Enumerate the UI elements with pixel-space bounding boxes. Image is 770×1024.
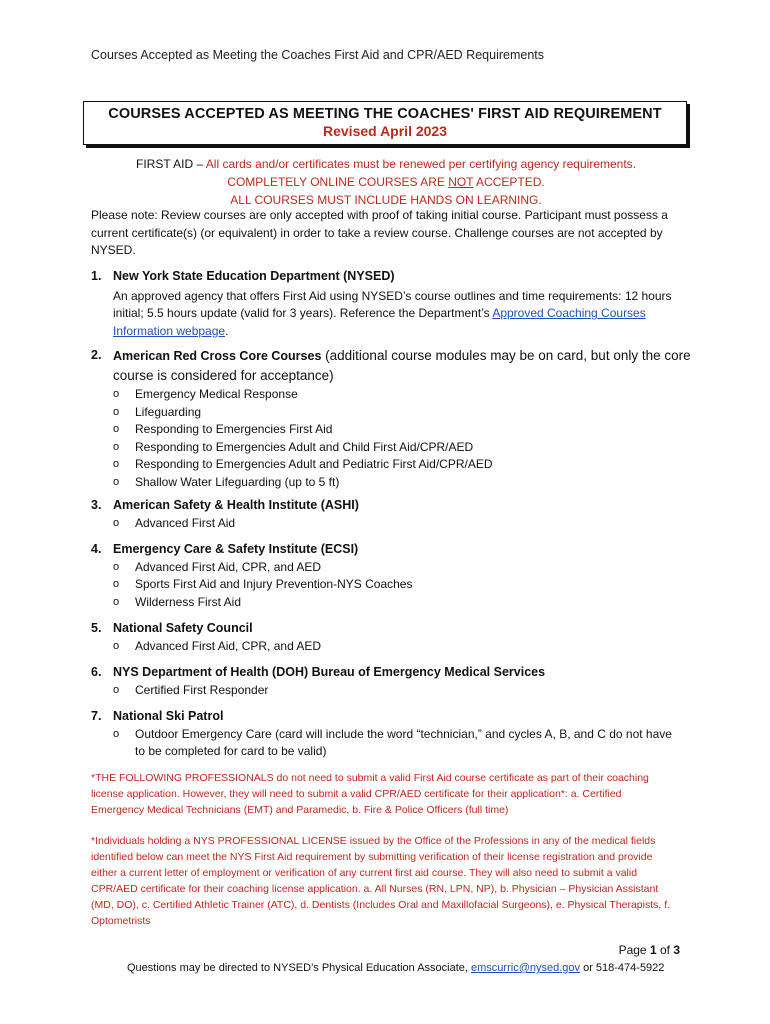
- section-nysed: [91, 268, 691, 340]
- first-aid-requirements: [91, 155, 681, 209]
- section-number: 2.: [91, 348, 102, 362]
- section-number: 3.: [91, 498, 102, 512]
- review-note: Please note: Review courses are only accepted with proof of taking initial course. Participant must possess a current certificate(s) (or equivalent) in order to take a review course. Challenge courses are not accepted by NYSED.: [91, 208, 668, 257]
- bullet-icon: o: [113, 578, 120, 590]
- list-item: [113, 638, 691, 656]
- list-item: [113, 515, 691, 533]
- bullet-icon: o: [113, 475, 120, 488]
- license-footnote: *Individuals holding a NYS PROFESSIONAL LICENSE issued by the Office of the Professions in any of the medical fields identified below can meet the NYS First Aid requirement by submitting verification of their license registration and provide either a current letter of employment or verification of any current first aid course. They will also need to submit a valid CPR/AED certificate for their coaching license application. a. All Nurses (RN, LPN, NP), b. Physician – Physician Assistant (MD, DO), c. Certified Athletic Trainer (ATC), d. Dentists (Includes Oral and Maxillofacial Surgeons), e. Physical Therapists, f. Optometrists: [91, 835, 671, 927]
- course-list: [91, 559, 691, 612]
- page-number: [619, 943, 680, 957]
- contact-line: [127, 962, 664, 974]
- online-notice-post: ACCEPTED.: [473, 175, 545, 189]
- section-number: 6.: [91, 665, 102, 679]
- section-number: 1.: [91, 269, 102, 283]
- section-title: National Safety Council: [113, 621, 253, 635]
- section-title: American Red Cross Core Courses: [113, 349, 322, 363]
- approved-courses-link[interactable]: Approved Coaching Courses Information webpage: [113, 306, 646, 338]
- body-text: An approved agency that offers First Aid using NYSED’s course outlines and time requirements: 12 hours initial; 5.5 hours update (valid for 3 years). Reference the Department’s: [113, 288, 672, 320]
- renewal-notice: All cards and/or certificates must be renewed per certifying agency requirements.: [205, 157, 636, 171]
- section-body: [91, 288, 691, 341]
- online-notice-pre: COMPLETELY ONLINE COURSES ARE: [227, 175, 449, 189]
- page-current: 1: [649, 943, 657, 957]
- section-red-cross: [91, 346, 691, 491]
- course-name: Certified First Responder: [135, 682, 269, 697]
- professionals-footnote: *THE FOLLOWING PROFESSIONALS do not need to submit a valid First Aid course certificate as part of their coaching license application. However, they will need to submit a valid CPR/AED certificate for their application*: a. Certified Emergency Medical Technicians (EMT) and Paramedic, b. Fire & Police Officers (full time): [91, 772, 649, 816]
- list-item: [113, 439, 691, 457]
- list-item: [113, 594, 691, 612]
- bullet-icon: o: [113, 683, 120, 696]
- section-title: New York State Education Department (NYSED): [113, 269, 395, 283]
- bullet-icon: o: [113, 595, 120, 608]
- section-number: 5.: [91, 621, 102, 635]
- list-item: [113, 474, 691, 492]
- page-of: of: [656, 943, 674, 957]
- bullet-icon: o: [113, 405, 120, 418]
- bullet-icon: o: [113, 440, 120, 453]
- page-label: Page: [618, 943, 650, 957]
- section-doh: [91, 664, 691, 699]
- course-name: Wilderness First Aid: [135, 594, 242, 609]
- contact-email-link[interactable]: emscurric@nysed.gov: [471, 962, 581, 974]
- bullet-icon: o: [113, 560, 120, 573]
- section-title: NYS Department of Health (DOH) Bureau of Emergency Medical Services: [113, 665, 546, 679]
- section-title: American Safety & Health Institute (ASHI): [113, 498, 359, 512]
- bullet-icon: o: [113, 727, 120, 740]
- contact-text: Questions may be directed to NYSED’s Physical Education Associate,: [127, 962, 472, 974]
- section-number: 7.: [91, 709, 102, 723]
- page-title: COURSES ACCEPTED AS MEETING THE COACHES' FIRST AID REQUIREMENT: [108, 106, 662, 122]
- section-title-extra: (additional course modules may be on card, but only the core course is considered for acceptance): [113, 348, 691, 383]
- page-total: 3: [673, 943, 680, 957]
- section-ashi: [91, 497, 691, 532]
- course-list: [91, 638, 691, 656]
- title-box: [83, 101, 687, 145]
- bullet-icon: o: [113, 516, 120, 529]
- course-name: Advanced First Aid, CPR, and AED: [135, 638, 322, 653]
- list-item: [113, 559, 691, 577]
- bullet-icon: o: [113, 423, 120, 435]
- course-list: [91, 682, 691, 700]
- course-name: Advanced First Aid: [135, 515, 236, 530]
- online-notice-not: NOT: [448, 175, 474, 189]
- revised-date: Revised April 2023: [323, 123, 447, 139]
- course-list: [91, 386, 691, 491]
- list-item: [113, 726, 676, 761]
- section-title: Emergency Care & Safety Institute (ECSI): [113, 542, 359, 556]
- section-ski-patrol: [91, 708, 691, 761]
- course-list: [91, 515, 691, 533]
- course-name: Responding to Emergencies Adult and Pediatric First Aid/CPR/AED: [135, 457, 493, 471]
- list-item: [113, 576, 691, 594]
- bullet-icon: o: [113, 388, 120, 400]
- body-text-end: .: [225, 323, 229, 338]
- course-name: Emergency Medical Response: [135, 387, 298, 401]
- section-nsc: [91, 620, 691, 655]
- list-item: [113, 456, 691, 474]
- course-name: Advanced First Aid, CPR, and AED: [135, 559, 322, 574]
- bullet-icon: o: [113, 458, 120, 470]
- course-name: Responding to Emergencies Adult and Child First Aid/CPR/AED: [135, 439, 474, 454]
- contact-phone: or 518-474-5922: [580, 962, 665, 974]
- section-title: National Ski Patrol: [113, 709, 224, 723]
- list-item: [113, 421, 691, 439]
- list-item: [113, 386, 691, 404]
- first-aid-label: FIRST AID –: [135, 157, 206, 171]
- course-name: Outdoor Emergency Care (card will include the word “technician,” and cycles A, B, and C do not have to be completed for card to be valid): [135, 726, 672, 758]
- course-name: Shallow Water Lifeguarding (up to 5 ft): [135, 474, 340, 489]
- hands-on-notice: ALL COURSES MUST INCLUDE HANDS ON LEARNING.: [230, 193, 542, 207]
- bullet-icon: o: [113, 639, 120, 652]
- list-item: [113, 404, 691, 422]
- running-header: Courses Accepted as Meeting the Coaches First Aid and CPR/AED Requirements: [91, 48, 544, 62]
- course-name: Responding to Emergencies First Aid: [135, 422, 333, 436]
- section-ecsi: [91, 541, 691, 611]
- section-number: 4.: [91, 542, 102, 556]
- course-name: Sports First Aid and Injury Prevention-NYS Coaches: [135, 577, 413, 591]
- course-name: Lifeguarding: [135, 404, 202, 419]
- list-item: [113, 682, 691, 700]
- course-list: [91, 726, 676, 761]
